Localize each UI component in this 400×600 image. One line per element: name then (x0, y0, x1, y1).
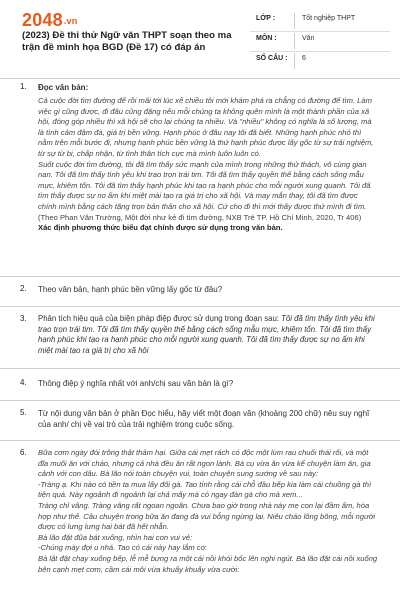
question-number: 4. (20, 378, 27, 387)
question-lead: Phân tích hiệu quả của biện pháp điệp được sử dụng trong đoạn sau: (38, 314, 282, 323)
divider (0, 276, 400, 277)
reading-passage (38, 448, 378, 575)
question-number: 1. (20, 82, 27, 91)
meta-separator (294, 33, 295, 49)
question-text: Thông điệp ý nghĩa nhất với anh/chị sau văn bản là gì? (38, 379, 234, 388)
meta-label: MÔN : (256, 35, 277, 42)
logo-text: 2048 (22, 10, 63, 30)
question-number: 3. (20, 314, 27, 323)
passage-source: (Theo Phan Văn Trường, Một đời như kẻ đi tìm đường, NXB Trẻ TP. Hồ Chí Minh, 2020, Tr 406) (38, 212, 362, 222)
passage-paragraph: Bữa cơm ngày đói trông thật thảm hại. Giữa cái mẹt rách có độc một lùm rau chuối thái rối, và một đĩa muối ăn với cháo, nhưng cả nhà đều ăn rất ngon lành. Bà cụ vừa ăn vừa kể chuyện làm ăn, gia cảnh với con dâu. Bà lão nói toàn chuyện vui, toàn chuyện sung sướng về sau này: (38, 448, 371, 479)
question-task: Xác định phương thức biểu đạt chính được sử dụng trong văn bản. (38, 223, 283, 233)
divider (0, 368, 400, 369)
meta-separator (294, 53, 295, 69)
passage-paragraph: Bà lật đật chạy xuống bếp, lễ mễ bưng ra một cái nồi khói bốc lên nghi ngút. Bà lão đặt cái nồi xuống bên cạnh mẹt cơm, cầm cái môi vừa khuấy khuấy vừa cười: (38, 553, 378, 574)
page-header (0, 0, 400, 79)
passage-paragraph: Cả cuộc đời tìm đường để rồi mãi tới lúc xế chiều tôi mới khám phá ra chẳng có đường để tìm. Làm việc gì cũng được, đi đâu cũng đặng nếu mỗi chúng ta không quên mình là một thành phần của xã hội, đóng góp nhiều thì xã hội sẽ cho lại chúng ta nhiều. Và "nhiều" không có nghĩa là số lượng, mà là tình cảm đậm đà, giá trị bền vững. Hạnh phúc ở đâu nay tôi đã biết. Những hạnh phúc nhỏ thì nằm trên mỗi bước đi, nhưng hạnh phúc bền vững là thứ hạnh phúc được lấy gốc từ sự trải nghiệm, từ sự từ bi, chấp nhận, từ tình thân tích cực mà mình luôn luôn có. (38, 96, 374, 158)
question-text: Từ nội dung văn bản ở phần Đọc hiểu, hãy viết một đoạn văn (khoảng 200 chữ) nêu suy nghĩ của anh/ chị về vai trò của trải nghiệm trong cuộc sống. (38, 409, 370, 429)
passage-paragraph: -Tràng ạ. Khi nào có tiền ta mua lấy đôi gà. Tao tính rằng cái chỗ đầu bếp kia làm cái chuồng gà thì tiện quá. Này ngoảnh đi ngoảnh lại chả mấy mà có ngay đàn gà cho mà xem... (38, 479, 372, 500)
question-text (38, 314, 378, 356)
reading-passage (38, 96, 378, 234)
question-text: Theo văn bản, hạnh phúc bền vững lấy gốc từ đâu? (38, 285, 223, 294)
passage-paragraph: Suốt cuộc đời tìm đường, tôi đã tìm thấy sức mạnh của mình trong những thử thách, vô cùng gian nan. Tôi đã tìm thấy tình yêu khi trao trọn trái tim. Tôi đã tìm thấy quyền thế bằng cách sống mẫu mực, khiêm tốn. Tôi đã tìm thấy hạnh phúc khi tạo ra hạnh phúc cho mỗi người xung quanh. Tôi đã tìm thấy được sự no ấm khi miệt mài tạo ra giá trị cho xã hội. Và may mắn thay, tôi đã tìm được chính mình bằng cách tặng trọn bản thân cho xã hội. Cứ cho đi thì mới thấy được thứ mình đi tìm. (38, 159, 371, 211)
passage-paragraph: Tràng chỉ vâng. Tràng vâng rất ngoan ngoãn. Chưa bao giờ trong nhà này mẹ con lại đầm ấm, hòa hợp như thế. Câu chuyện trong bữa ăn đang đà vui bỗng ngừng lại. Niêu cháo lõng bõng, mỗi người được có lưng lưng hai bát đã hết nhẵn. (38, 500, 376, 532)
meta-value: Văn (302, 35, 315, 42)
meta-separator (294, 13, 295, 29)
question-quote: Tôi đã tìm thấy tình yêu khi trao trọn trái tim. Tôi đã tìm thấy quyền thế bằng cách sống mẫu mực, khiêm tốn. Tôi đã tìm thấy hạnh phúc khi tạo ra hạnh phúc cho mỗi người xung quanh. Tôi đã tìm thấy được sự no ấm khi miệt mài tạo ra giá trị cho xã hội (38, 314, 375, 355)
meta-label: SỐ CÂU : (256, 55, 288, 62)
meta-value: Tốt nghiệp THPT (302, 15, 356, 22)
passage-paragraph: -Chúng mày đợi u nhá. Tao có cái này hay lắm cơ. (38, 543, 208, 553)
question-number: 6. (20, 448, 27, 457)
question-number: 5. (20, 408, 27, 417)
meta-row-subject (250, 32, 390, 52)
divider (0, 440, 400, 441)
exam-title: (2023) Đề thi thử Ngữ văn THPT soạn theo ma trận đề minh họa BGD (Đề 17) có đáp án (22, 30, 232, 53)
passage-paragraph: Bà lão đặt đũa bát xuống, nhìn hai con vui vẻ: (38, 532, 193, 542)
meta-value: 6 (302, 55, 306, 62)
meta-row-count (250, 52, 390, 72)
site-logo[interactable] (22, 10, 77, 31)
question-heading: Đọc văn bản: (38, 83, 89, 92)
logo-domain: .vn (63, 16, 78, 27)
question-number: 2. (20, 284, 27, 293)
divider (0, 400, 400, 401)
meta-row-class (250, 12, 390, 32)
exam-meta-table (250, 12, 390, 72)
meta-label: LỚP : (256, 15, 276, 22)
divider (0, 306, 400, 307)
